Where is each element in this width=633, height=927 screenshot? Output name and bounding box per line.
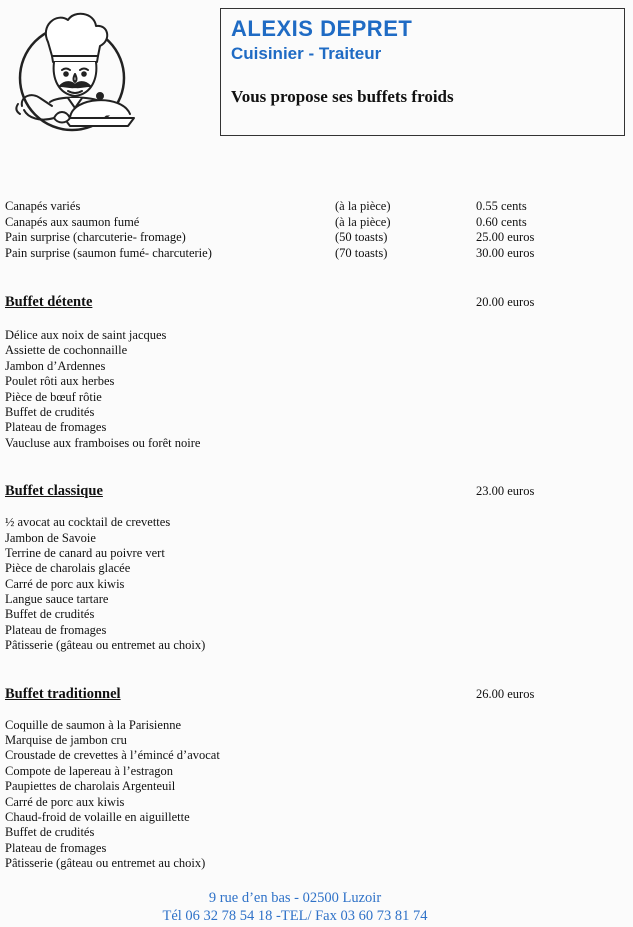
canape-quantity: (à la pièce) — [335, 214, 391, 229]
buffet-item: Croustade de crevettes à l’émincé d’avocat — [5, 748, 220, 763]
canape-price: 0.60 cents — [476, 214, 527, 229]
buffet-item: Buffet de crudités — [5, 607, 95, 622]
buffet-item: Plateau de fromages — [5, 622, 107, 637]
buffet-price: 20.00 euros — [476, 295, 535, 309]
business-name: ALEXIS DEPRET — [231, 16, 413, 41]
buffet-price: 23.00 euros — [476, 484, 535, 499]
footer-phone: Tél 06 32 78 54 18 -TEL/ Fax 03 60 73 81 74 — [162, 908, 428, 924]
buffet-item: Marquise de jambon cru — [5, 733, 127, 748]
buffet-traditionnel-section — [5, 684, 625, 872]
footer-address: 9 rue d’en bas - 02500 Luzoir — [208, 890, 382, 906]
buffet-item: Pâtisserie (gâteau ou entremet au choix) — [5, 638, 206, 653]
buffet-item: Langue sauce tartare — [5, 592, 109, 607]
buffet-title: Buffet détente — [5, 294, 93, 310]
buffet-item-list — [5, 718, 625, 872]
buffet-item: Jambon d’Ardennes — [5, 358, 106, 373]
buffet-item: Assiette de cochonnaille — [5, 343, 128, 358]
canape-name: Pain surprise (saumon fumé- charcuterie) — [5, 245, 212, 260]
buffet-title: Buffet classique — [5, 483, 103, 500]
buffet-header — [5, 481, 625, 501]
canape-quantity: (70 toasts) — [335, 245, 388, 260]
buffet-item: Coquille de saumon à la Parisienne — [5, 717, 182, 732]
canape-name: Pain surprise (charcuterie- fromage) — [5, 230, 186, 244]
canape-row — [5, 215, 625, 231]
chef-holding-cloche-icon — [10, 6, 140, 148]
buffet-item: Chaud-froid de volaille en aiguillette — [5, 809, 190, 824]
canape-quantity: (à la pièce) — [335, 199, 391, 213]
buffet-header — [5, 292, 625, 312]
buffet-item: Terrine de canard au poivre vert — [5, 545, 165, 560]
buffet-item: Buffet de crudités — [5, 825, 95, 840]
buffet-item: Poulet rôti aux herbes — [5, 374, 115, 389]
buffet-detente-section — [5, 292, 625, 451]
business-subtitle: Cuisinier - Traiteur — [231, 44, 382, 63]
buffet-item: Délice aux noix de saint jacques — [5, 328, 167, 342]
buffet-item: Pièce de bœuf rôtie — [5, 389, 102, 404]
buffet-price: 26.00 euros — [476, 686, 535, 701]
canape-name: Canapés aux saumon fumé — [5, 214, 140, 229]
buffet-item-list — [5, 328, 625, 451]
buffet-item: ½ avocat au cocktail de crevettes — [5, 515, 171, 530]
canape-name: Canapés variés — [5, 199, 81, 213]
canape-row — [5, 246, 625, 262]
canape-price: 30.00 euros — [476, 245, 535, 260]
business-tagline: Vous propose ses buffets froids — [231, 87, 454, 106]
buffet-item: Jambon de Savoie — [5, 530, 96, 545]
header-box — [220, 8, 625, 136]
canape-row — [5, 230, 625, 246]
buffet-item-list — [5, 515, 625, 654]
menu-content — [5, 199, 625, 872]
buffet-item: Plateau de fromages — [5, 420, 107, 435]
buffet-header — [5, 684, 625, 704]
buffet-item: Plateau de fromages — [5, 840, 107, 855]
canape-row — [5, 199, 625, 215]
buffet-item: Carré de porc aux kiwis — [5, 576, 125, 591]
buffet-item: Vaucluse aux framboises ou forêt noire — [5, 435, 201, 450]
canape-list — [5, 199, 625, 261]
canape-quantity: (50 toasts) — [335, 230, 388, 244]
buffet-item: Pièce de charolais glacée — [5, 561, 131, 576]
buffet-item: Paupiettes de charolais Argenteuil — [5, 779, 176, 794]
buffet-item: Pâtisserie (gâteau ou entremet au choix) — [5, 856, 206, 871]
footer-contact — [0, 889, 590, 925]
canape-price: 25.00 euros — [476, 230, 535, 244]
buffet-title: Buffet traditionnel — [5, 685, 121, 702]
buffet-item: Buffet de crudités — [5, 404, 95, 419]
canape-price: 0.55 cents — [476, 199, 527, 213]
buffet-item: Compote de lapereau à l’estragon — [5, 763, 173, 778]
buffet-classique-section — [5, 481, 625, 654]
buffet-item: Carré de porc aux kiwis — [5, 794, 125, 809]
